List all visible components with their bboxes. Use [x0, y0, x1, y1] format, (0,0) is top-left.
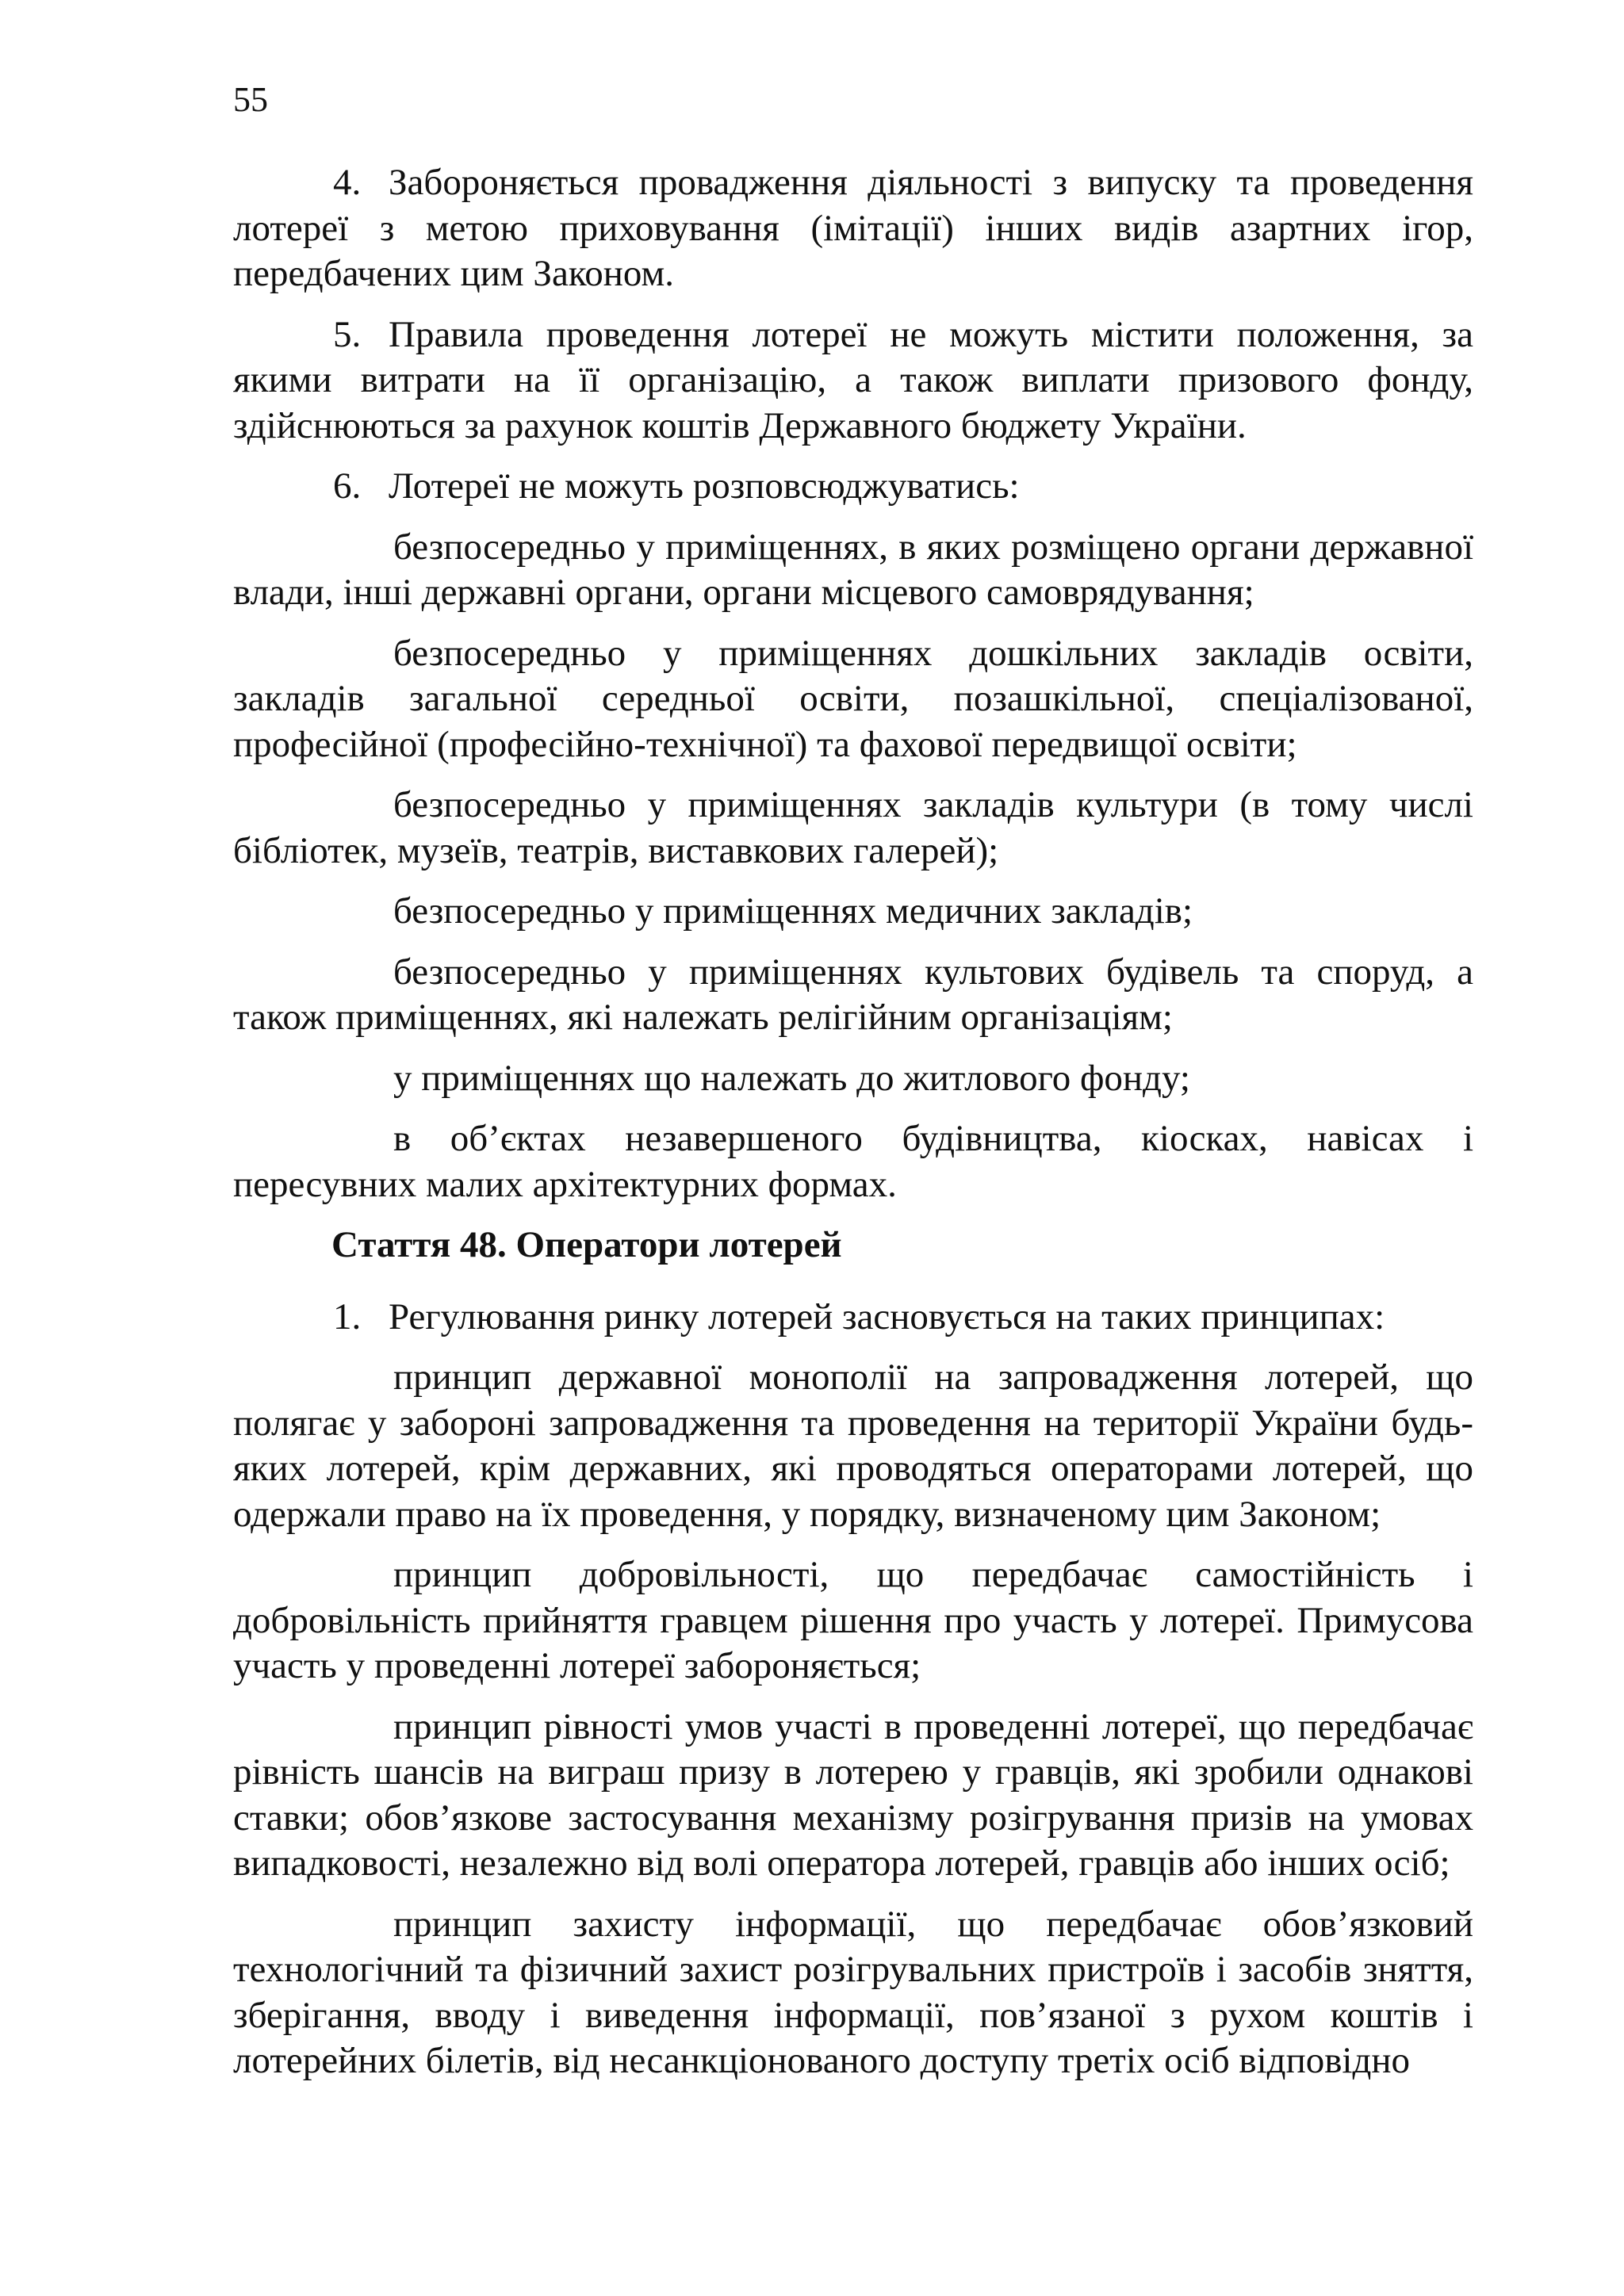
paragraph-4: [233, 160, 1473, 297]
distribution-ban-item: у приміщеннях що належать до житлового фонду;: [393, 1057, 1190, 1099]
paragraph-6: [233, 464, 1473, 510]
document-body: [233, 160, 1473, 2099]
principle-item: принцип рівності умов участі в проведенні лотереї, що передбачає рівність шансів на виграш призу в лотерею у гравців, які зробили однакові ставки; обов’язкове застосування механізму розігрування призів на умовах випадковості, незалежно від волі оператора лотерей, гравців або інших осіб;: [233, 1705, 1473, 1884]
distribution-ban-item: в об’єктах незавершеного будівництва, кіосках, навісах і пересувних малих архітектурних формах.: [233, 1118, 1473, 1205]
paragraph-number: 5.: [333, 313, 362, 355]
article-heading: Стаття 48. Оператори лотерей: [331, 1224, 842, 1265]
paragraph-number: 6.: [333, 465, 362, 507]
principle-item: принцип державної монополії на запровадження лотерей, що полягає у забороні запровадження та проведення на території України будь-яких лотерей, крім державних, які проводяться операторами лотерей, що одержали право на їх проведення, у порядку, визначеному цим Законом;: [233, 1357, 1473, 1535]
distribution-ban-item: безпосередньо у приміщеннях закладів культури (в тому числі бібліотек, музеїв, театрів, виставкових галерей);: [233, 784, 1473, 871]
paragraph-text: Регулювання ринку лотерей засновується на таких принципах:: [389, 1295, 1385, 1337]
paragraph-5: [233, 312, 1473, 450]
distribution-ban-item: безпосередньо у приміщеннях культових будівель та споруд, а також приміщеннях, які належать релігійним організаціям;: [233, 951, 1473, 1038]
distribution-ban-item: безпосередньо у приміщеннях медичних закладів;: [393, 890, 1193, 932]
distribution-ban-item: безпосередньо у приміщеннях, в яких розміщено органи державної влади, інші державні органи, органи місцевого самоврядування;: [233, 526, 1473, 613]
paragraph-text: Лотереї не можуть розповсюджуватись:: [389, 465, 1020, 507]
paragraph-number: 4.: [333, 162, 362, 203]
paragraph-text: Забороняється провадження діяльності з випуску та проведення лотереї з метою приховування (імітації) інших видів азартних ігор, передбачених цим Законом.: [233, 162, 1473, 294]
principle-item: принцип захисту інформації, що передбачає обов’язковий технологічний та фізичний захист розігрувальних пристроїв і засобів зняття, зберігання, вводу і виведення інформації, пов’язаної з рухом коштів і лотерейних білетів, від несанкціонованого доступу третіх осіб відповідно: [233, 1903, 1473, 2081]
paragraph-number: 1.: [333, 1295, 362, 1337]
principle-item: принцип добровільності, що передбачає самостійність і добровільність прийняття гравцем рішення про участь у лотереї. Примусова участь у проведенні лотереї забороняється;: [233, 1554, 1473, 1686]
article-item-1: [233, 1295, 1473, 1341]
page-number: 55: [233, 80, 268, 119]
distribution-ban-item: безпосередньо у приміщеннях дошкільних закладів освіти, закладів загальної середньої освіти, позашкільної, спеціалізованої, професійної (професійно-технічної) та фахової передвищої освіти;: [233, 632, 1473, 765]
paragraph-text: Правила проведення лотереї не можуть містити положення, за якими витрати на її організацію, а також виплати призового фонду, здійснюються за рахунок коштів Державного бюджету України.: [233, 313, 1473, 446]
